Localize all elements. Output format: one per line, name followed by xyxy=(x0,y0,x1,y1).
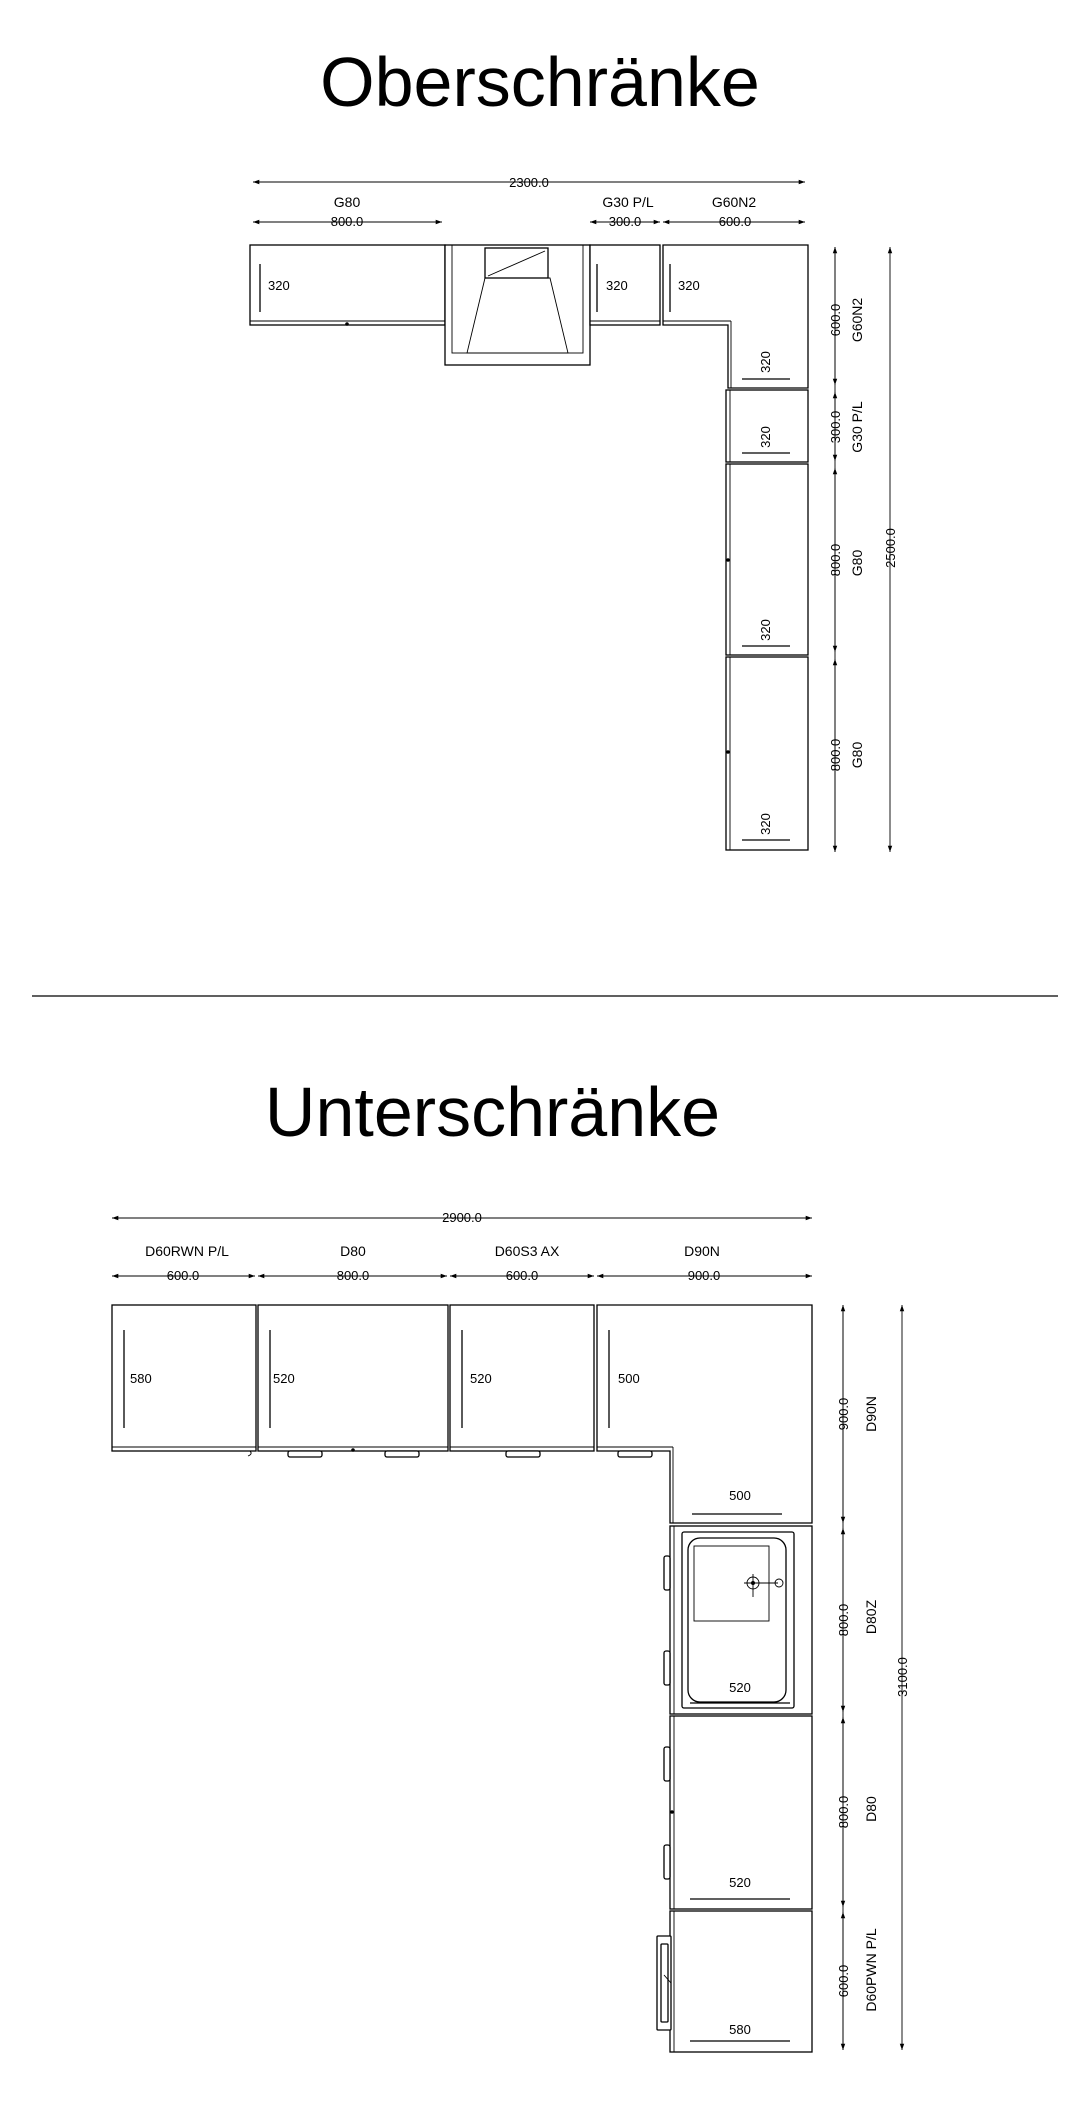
lower-cabinet-height: 500 xyxy=(618,1371,640,1386)
lower-side-width: 800.0 xyxy=(836,1795,851,1829)
upper-cabinet-height: 320 xyxy=(758,813,773,835)
upper-cabinet-g30-side xyxy=(726,390,808,462)
upper-cabinet-height: 320 xyxy=(758,351,773,373)
upper-unit-width: 300.0 xyxy=(608,214,642,229)
drawer-handle-icon xyxy=(664,1651,670,1685)
lower-side-code: D60PWN P/L xyxy=(863,1928,879,2012)
lower-cabinet-height: 580 xyxy=(729,2022,751,2037)
lower-side-code: D90N xyxy=(863,1396,879,1432)
upper-side-code: G30 P/L xyxy=(849,401,865,453)
upper-total-width: 2300.0 xyxy=(509,175,549,190)
upper-side-width: 800.0 xyxy=(828,543,843,577)
upper-unit-width: 600.0 xyxy=(718,214,752,229)
drawer-handle-icon xyxy=(664,1556,670,1590)
lower-cabinet-height: 520 xyxy=(470,1371,492,1386)
drawer-handle-icon xyxy=(618,1451,652,1457)
lower-side-width: 800.0 xyxy=(836,1603,851,1637)
upper-cabinet-height: 320 xyxy=(678,278,700,293)
drawer-handle-icon xyxy=(288,1451,322,1457)
lower-unit-width: 600.0 xyxy=(505,1268,539,1283)
upper-unit-code: G80 xyxy=(333,194,361,210)
drawer-handle-icon xyxy=(385,1451,419,1457)
lower-unit-width: 800.0 xyxy=(336,1268,370,1283)
lower-unit-code: D90N xyxy=(684,1243,720,1259)
drawer-handle-icon xyxy=(664,1747,670,1781)
lower-side-width: 600.0 xyxy=(836,1964,851,1998)
lower-cabinet-height: 500 xyxy=(729,1488,751,1503)
upper-side-width: 800.0 xyxy=(828,738,843,772)
lower-total-width: 2900.0 xyxy=(442,1210,482,1225)
upper-side-code: G80 xyxy=(849,741,865,769)
extractor-hood xyxy=(445,245,590,365)
upper-cabinet-height: 320 xyxy=(606,278,628,293)
upper-corner-cabinet xyxy=(663,245,808,388)
upper-side-code: G80 xyxy=(849,549,865,577)
lower-cabinet-outline xyxy=(112,1305,812,2052)
upper-side-width: 300.0 xyxy=(828,410,843,444)
lower-side-width: 900.0 xyxy=(836,1397,851,1431)
upper-unit-code: G60N2 xyxy=(711,194,757,210)
lower-side-code: D80Z xyxy=(863,1599,879,1635)
lower-unit-width: 900.0 xyxy=(687,1268,721,1283)
upper-cabinet-height: 320 xyxy=(268,278,290,293)
drawer-handle-icon xyxy=(664,1845,670,1879)
upper-unit-code: G30 P/L xyxy=(602,194,654,210)
drawer-handle-icon xyxy=(506,1451,540,1457)
lower-cabinet-height: 520 xyxy=(729,1680,751,1695)
upper-cabinet-outline xyxy=(250,245,808,850)
lower-total-depth: 3100.0 xyxy=(895,1657,910,1697)
lower-cabinet-height: 520 xyxy=(729,1875,751,1890)
lower-unit-code: D80 xyxy=(340,1243,366,1259)
upper-cabinet-height: 320 xyxy=(758,619,773,641)
lower-cabinet-height: 520 xyxy=(273,1371,295,1386)
upper-side-width: 600.0 xyxy=(828,303,843,337)
upper-side-code: G60N2 xyxy=(849,297,865,343)
pull-out-handle-icon xyxy=(657,1936,671,2030)
lower-corner-cabinet xyxy=(597,1305,812,1523)
upper-cabinets-title: Oberschränke xyxy=(320,43,760,121)
lower-cabinets-title: Unterschränke xyxy=(264,1073,721,1151)
lower-cabinet-height: 580 xyxy=(130,1371,152,1386)
lower-side-code: D80 xyxy=(863,1796,879,1822)
lower-unit-code: D60RWN P/L xyxy=(145,1243,229,1259)
upper-unit-width: 800.0 xyxy=(330,214,364,229)
lower-unit-width: 600.0 xyxy=(166,1268,200,1283)
lower-unit-code: D60S3 AX xyxy=(494,1243,560,1259)
upper-cabinet-height: 320 xyxy=(758,426,773,448)
upper-total-depth: 2500.0 xyxy=(883,528,898,568)
